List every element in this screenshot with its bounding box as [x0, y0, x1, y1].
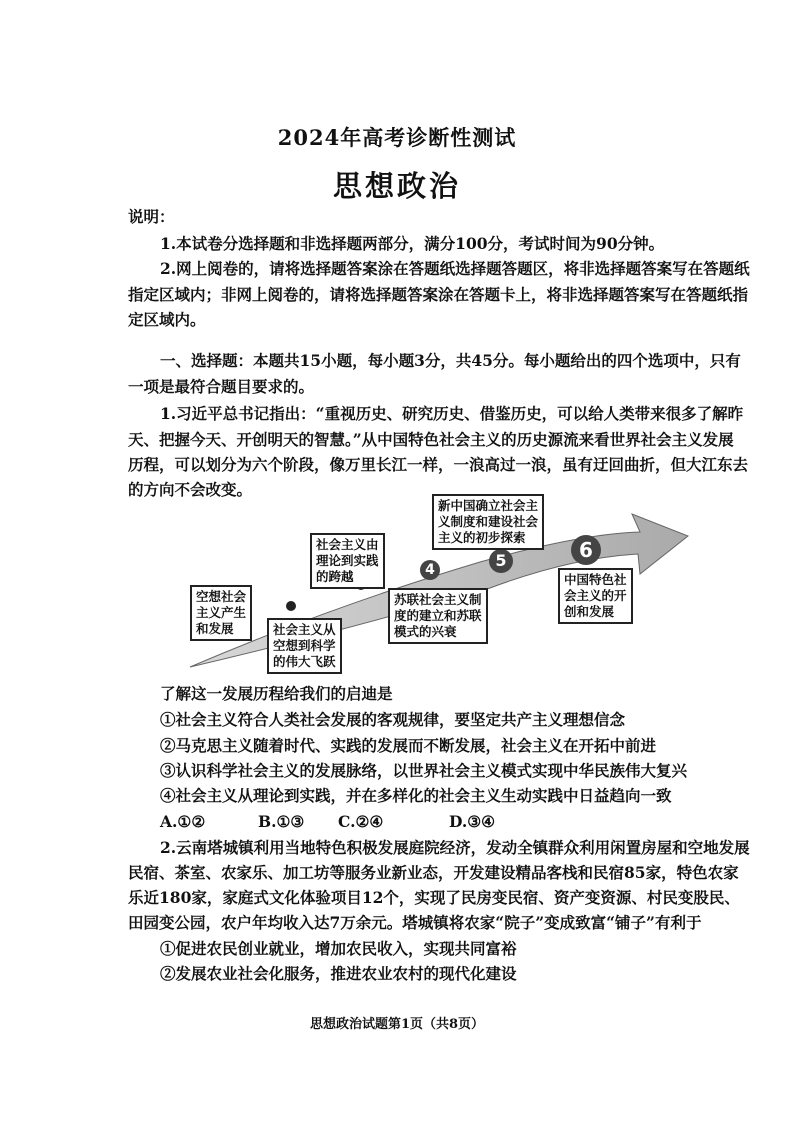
stage-3-label: 社会主义由 理论到实践 的跨越 — [310, 533, 385, 589]
stage-5-marker: 5 — [489, 549, 513, 573]
q2-line-2: 民宿、茶室、农家乐、加工坊等服务业新业态，开发建设精品客栈和民宿85家，特色农家 — [128, 863, 739, 882]
instruction-line-2c: 定区域内。 — [128, 310, 206, 329]
stage-2-dot — [286, 601, 296, 611]
instruction-line-2a: 2.网上阅卷的，请将选择题答案涂在答题纸选择题答题区，将非选择题答案写在答题纸 — [160, 259, 750, 278]
q1-option-2: ②马克思主义随着时代、实践的发展而不断发展，社会主义在开拓中前进 — [160, 736, 657, 755]
q1-stem: 了解这一发展历程给我们的启迪是 — [160, 684, 393, 703]
q2-line-3: 乐近180家，家庭式文化体验项目12个，实现了民房变民宿、资产变资源、村民变股民、 — [128, 888, 740, 907]
exam-title: 2024年高考诊断性测试 — [277, 125, 517, 150]
q1-option-4: ④社会主义从理论到实践，并在多样化的社会主义生动实践中日益趋向一致 — [160, 786, 672, 805]
stage-4-marker: 4 — [420, 560, 440, 580]
q1-line-4: 的方向不会改变。 — [128, 480, 253, 499]
section1-intro-a: 一、选择题：本题共15小题，每小题3分，共45分。每小题给出的四个选项中，只有 — [160, 351, 741, 370]
stage-5-label: 新中国确立社会主 义制度和建设社会 主义的初步探索 — [432, 494, 544, 550]
instruction-line-2b: 指定区域内；非网上阅卷的，请将选择题答案涂在答题卡上，将非选择题答案写在答题纸指 — [128, 285, 749, 304]
q2-line-1: 2.云南塔城镇利用当地特色积极发展庭院经济，发动全镇群众利用闲置房屋和空地发展 — [160, 838, 750, 857]
q1-choice-a: A.①② — [160, 812, 206, 831]
stage-6-marker: 6 — [571, 535, 601, 565]
q1-line-1: 1.习近平总书记指出：“重视历史、研究历史、借鉴历史，可以给人类带来很多了解昨 — [160, 404, 744, 423]
q1-line-2: 天、把握今天、开创明天的智慧。”从中国特色社会主义的历史源流来看世界社会主义发展 — [128, 430, 734, 449]
history-diagram — [170, 492, 710, 677]
q1-line-3: 历程，可以划分为六个阶段，像万里长江一样，一浪高过一浪，虽有迂回曲折，但大江东去 — [128, 455, 749, 474]
q1-choice-b: B.①③ — [258, 812, 305, 831]
page-footer: 思想政治试题第1页（共8页） — [309, 1017, 485, 1032]
q2-option-1: ①促进农民创业就业，增加农民收入，实现共同富裕 — [160, 939, 517, 958]
subject-title: 思想政治 — [332, 169, 461, 203]
stage-6-label: 中国特色社 会主义的开 创和发展 — [558, 568, 633, 624]
q2-option-2: ②发展农业社会化服务，推进农业农村的现代化建设 — [160, 964, 517, 983]
stage-2-label: 社会主义从 空想到科学 的伟大飞跃 — [267, 618, 342, 674]
section1-intro-b: 一项是最符合题目要求的。 — [128, 377, 315, 396]
q1-option-1: ①社会主义符合人类社会发展的客观规律，要坚定共产主义理想信念 — [160, 710, 626, 729]
stage-4-label: 苏联社会主义制 度的建立和苏联 模式的兴衰 — [388, 588, 488, 644]
q1-choice-c: C.②④ — [338, 812, 384, 831]
q1-choice-d: D.③④ — [449, 812, 496, 831]
stage-1-label: 空想社会 主义产生 和发展 — [190, 585, 252, 641]
q1-option-3: ③认识科学社会主义的发展脉络，以世界社会主义模式实现中华民族伟大复兴 — [160, 761, 688, 780]
q2-line-4: 田园变公园，农户年均收入达7万余元。塔城镇将农家“院子”变成致富“铺子”有利于 — [128, 913, 702, 932]
instructions-heading: 说明： — [128, 207, 175, 226]
instruction-line-1: 1.本试卷分选择题和非选择题两部分，满分100分，考试时间为90分钟。 — [160, 234, 665, 253]
